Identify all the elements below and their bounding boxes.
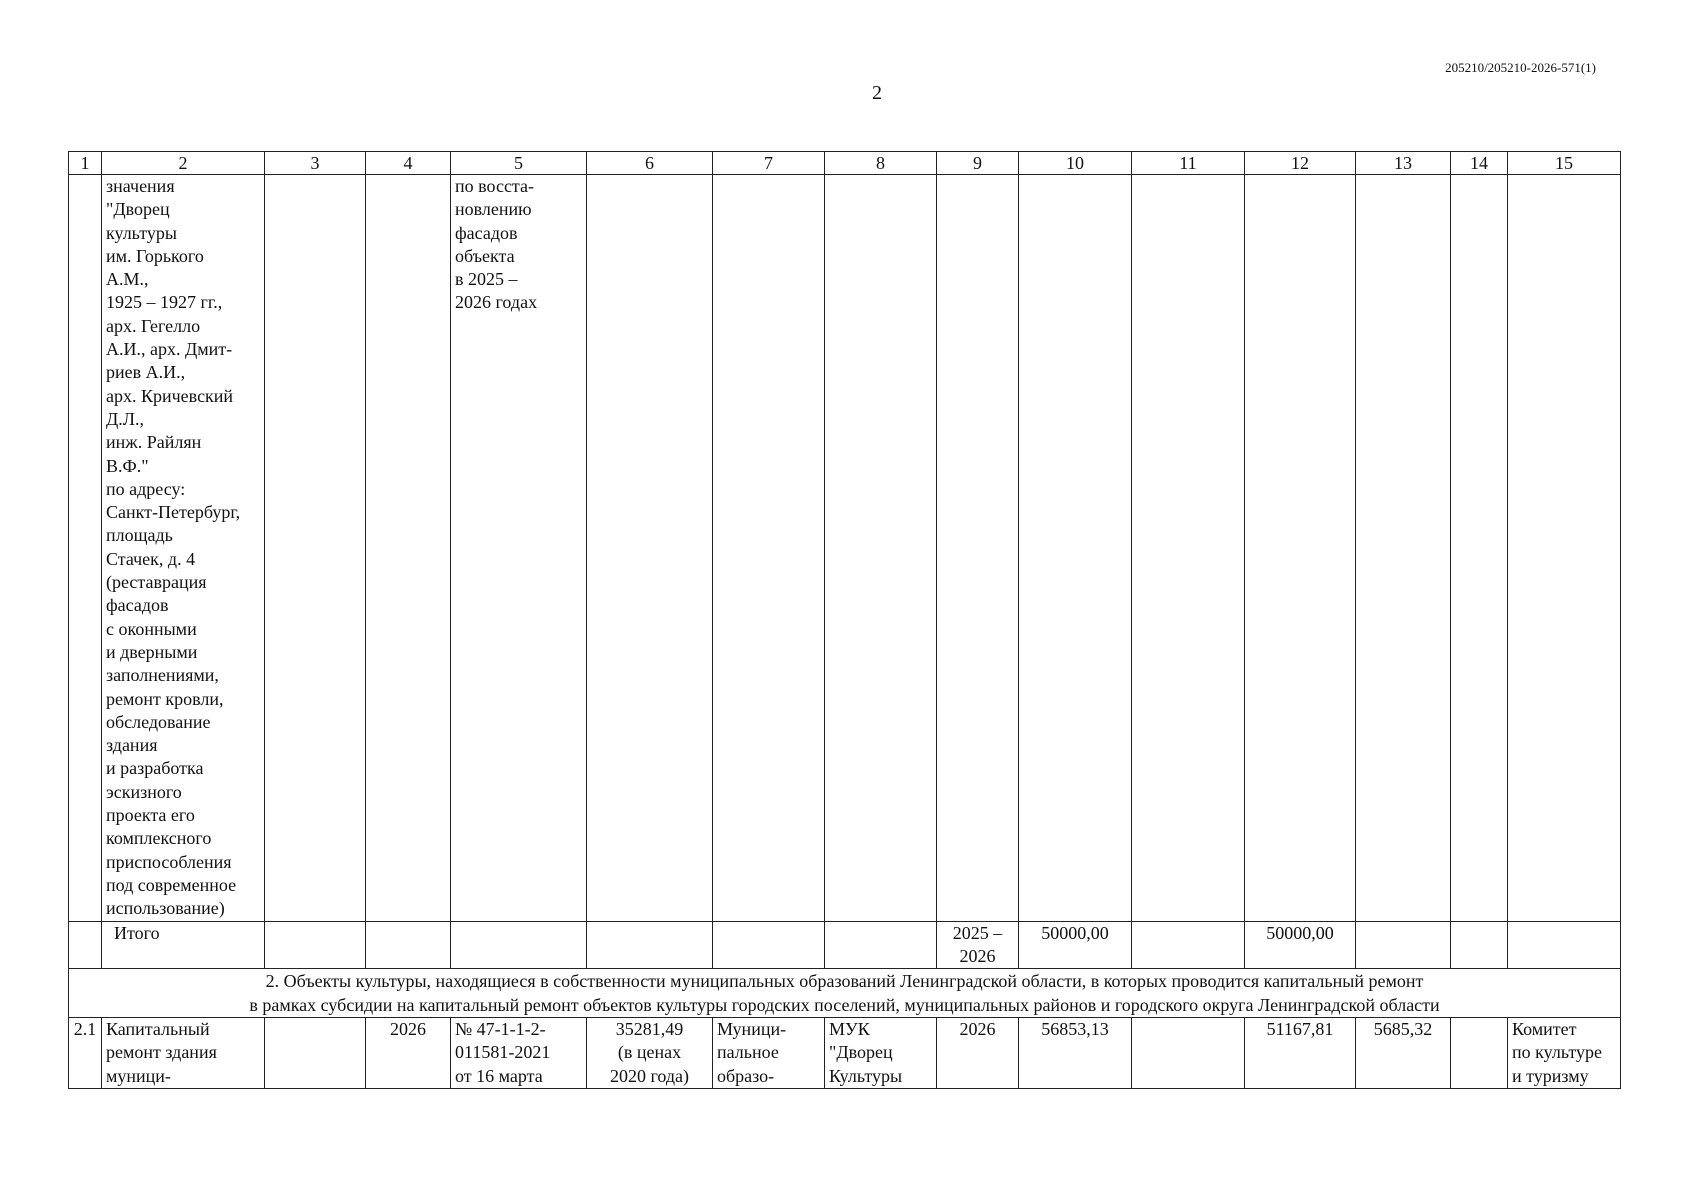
- object-description-cell: значения "Дворец культуры им. Горького А.М., 1925 – 1927 гг., арх. Гегелло А.И., арх. Дмит- риев А.И., арх. Кричевский Д.Л., инж. Райлян В.Ф." по адресу: Санкт-Петербург, площадь Стачек, д. 4 (реставрация фасадов с оконными и дверными заполнениями, ремонт кровли, обследование здания и разработка эскизного проекта его комплексного приспособления под современное использование): [102, 175, 265, 922]
- column-number-row: [69, 152, 1621, 175]
- document-id: 205210/205210-2026-571(1): [1445, 60, 1596, 75]
- column-header: 2: [102, 152, 265, 175]
- column-header: 12: [1245, 152, 1356, 175]
- column-header: 5: [451, 152, 587, 175]
- table-row: [69, 175, 1621, 922]
- column-header: 4: [366, 152, 451, 175]
- column-header: 10: [1019, 152, 1132, 175]
- period-cell: 2026: [937, 1018, 1019, 1089]
- institution-cell: МУК "Дворец Культуры: [825, 1018, 937, 1089]
- year-cell: 2026: [366, 1018, 451, 1089]
- column-header: 11: [1132, 152, 1245, 175]
- section-title-line-1: 2. Объекты культуры, находящиеся в собственности муниципальных образований Ленинградской области, в которых проводится капитальный ремонт: [265, 971, 1424, 992]
- estimated-cost-cell: 35281,49 (в ценах 2020 года): [587, 1018, 713, 1089]
- document-number-cell: № 47-1-1-2- 011581-2021 от 16 марта: [451, 1018, 587, 1089]
- budget-table: [68, 151, 1621, 1089]
- column-header: 3: [265, 152, 366, 175]
- total-label: Итого: [102, 921, 265, 969]
- responsible-body-cell: Комитет по культуре и туризму: [1508, 1018, 1621, 1089]
- local-budget-cell: 5685,32: [1356, 1018, 1451, 1089]
- total-regional-amount: 50000,00: [1245, 921, 1356, 969]
- total-cost-cell: 56853,13: [1019, 1018, 1132, 1089]
- recipient-cell: Муници- пальное образо-: [713, 1018, 825, 1089]
- page-number: 2: [872, 82, 882, 104]
- column-header: 8: [825, 152, 937, 175]
- object-name-cell: Капитальный ремонт здания муници-: [102, 1018, 265, 1089]
- column-header: 1: [69, 152, 102, 175]
- section-heading-row: [69, 969, 1621, 1018]
- column-header: 7: [713, 152, 825, 175]
- row-number: 2.1: [69, 1018, 102, 1089]
- column-header: 13: [1356, 152, 1451, 175]
- column-header: 6: [587, 152, 713, 175]
- total-amount: 50000,00: [1019, 921, 1132, 969]
- work-description-cell: по восста- новлению фасадов объекта в 2025 – 2026 годах: [451, 175, 587, 922]
- table-row: [69, 1018, 1621, 1089]
- total-period: 2025 – 2026: [937, 921, 1019, 969]
- total-row: [69, 921, 1621, 969]
- column-header: 15: [1508, 152, 1621, 175]
- section-title-line-2: в рамках субсидии на капитальный ремонт объектов культуры городских поселений, муниципальных районов и городского округа Ленинградской области: [249, 995, 1440, 1016]
- column-header: 14: [1451, 152, 1508, 175]
- regional-budget-cell: 51167,81: [1245, 1018, 1356, 1089]
- column-header: 9: [937, 152, 1019, 175]
